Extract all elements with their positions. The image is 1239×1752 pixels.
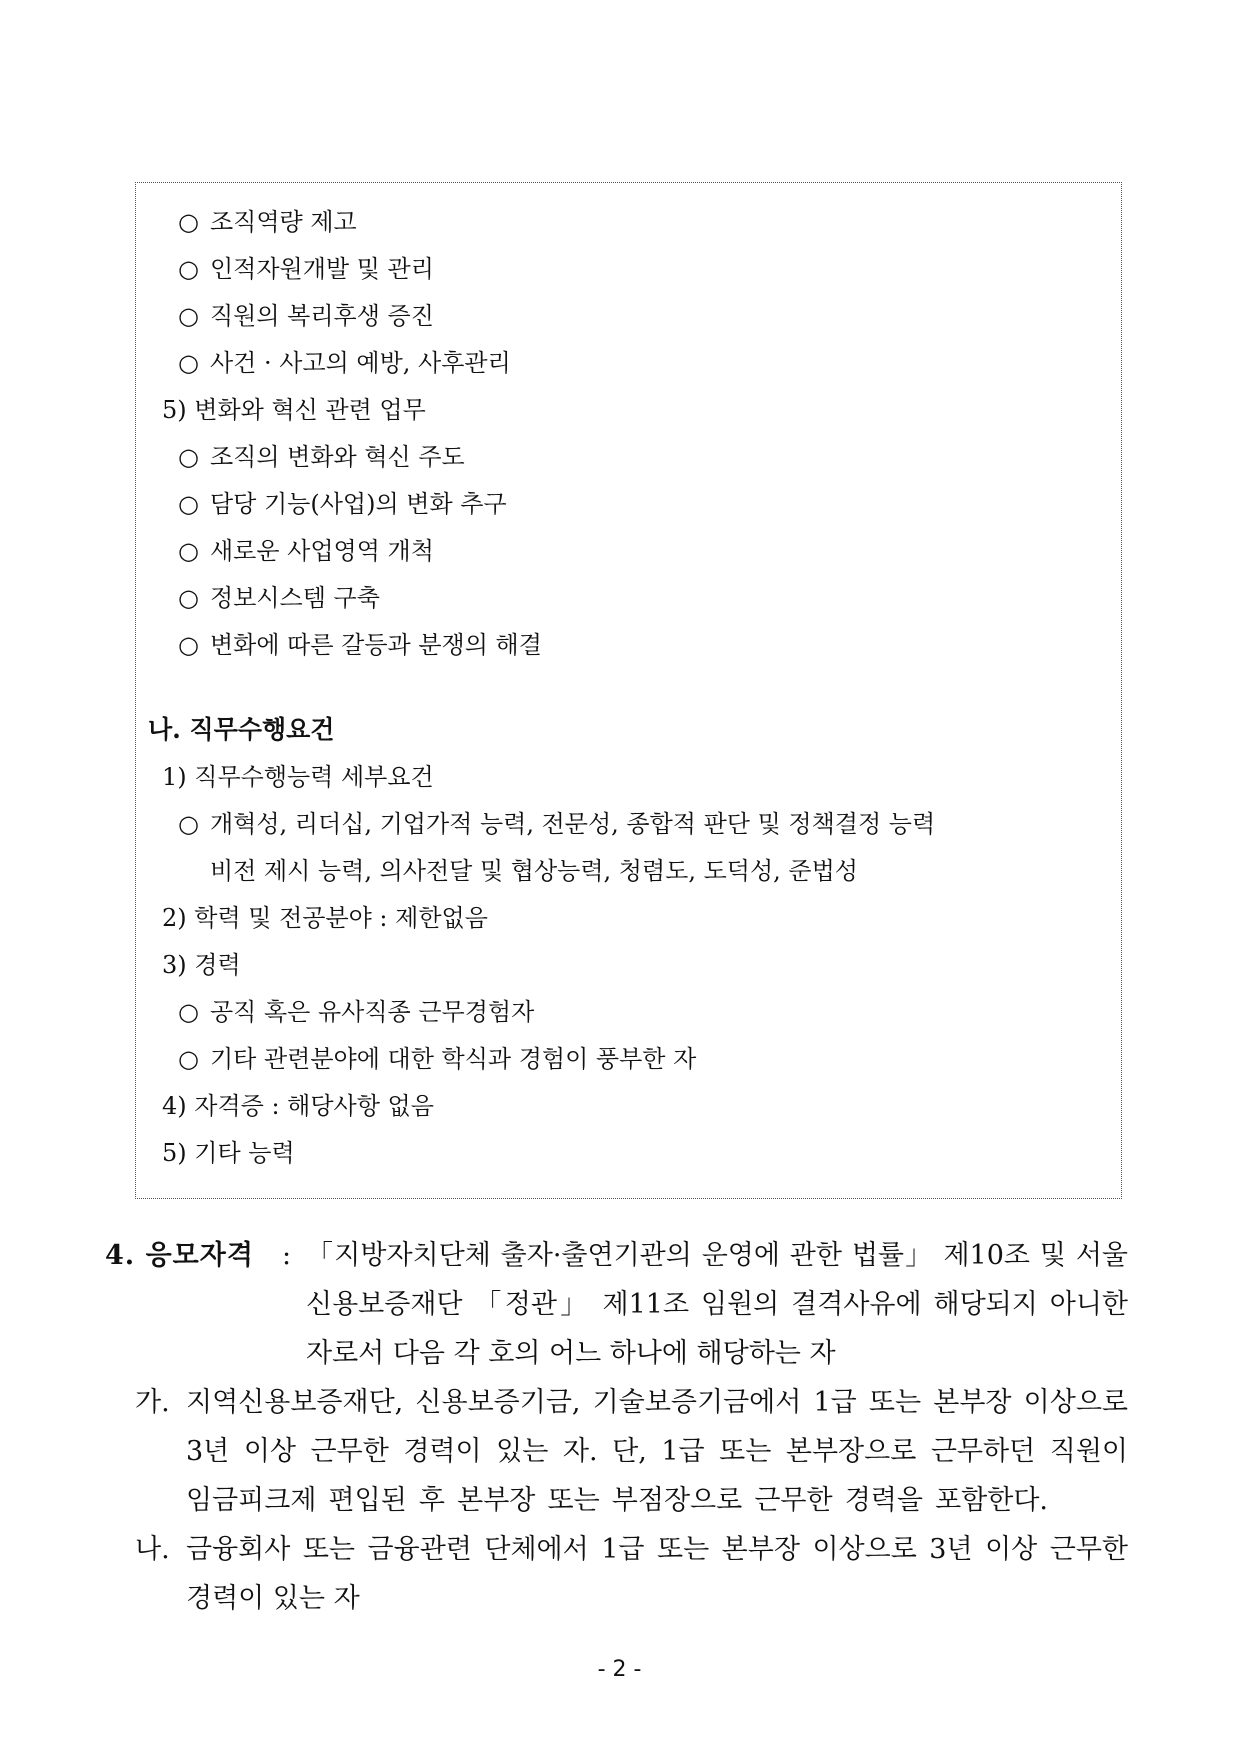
- item-na-line2: 경력이 있는 자: [186, 1583, 360, 1614]
- section4-line1: 「지방자치단체 출자·출연기관의 운영에 관한 법률」 제10조 및 서울: [306, 1240, 1128, 1271]
- list-item: ○ 조직역량 제고: [178, 208, 357, 236]
- item-ga-line1: 지역신용보증재단, 신용보증기금, 기술보증기금에서 1급 또는 본부장 이상으로: [186, 1387, 1128, 1418]
- list-item: ○ 정보시스템 구축: [178, 584, 380, 612]
- circle-bullet-icon: ○: [178, 1045, 199, 1073]
- section4-line3: 자로서 다음 각 호의 어느 하나에 해당하는 자: [306, 1338, 836, 1369]
- circle-bullet-icon: ○: [178, 490, 199, 518]
- circle-bullet-icon: ○: [178, 443, 199, 471]
- list-item: ○ 변화에 따른 갈등과 분쟁의 해결: [178, 631, 542, 659]
- section4-label: 4. 응모자격: [105, 1240, 254, 1271]
- list-item: ○ 인적자원개발 및 관리: [178, 255, 434, 283]
- list-item: ○ 담당 기능(사업)의 변화 추구: [178, 490, 507, 518]
- item-na-line1: 금융회사 또는 금융관련 단체에서 1급 또는 본부장 이상으로 3년 이상 근무한: [186, 1534, 1128, 1565]
- page-number: - 2 -: [597, 1657, 642, 1682]
- subheading-5: 5) 변화와 혁신 관련 업무: [162, 396, 426, 424]
- list-item: ○ 직원의 복리후생 증진: [178, 302, 434, 330]
- section-heading-na: 나. 직무수행요건: [148, 715, 335, 744]
- circle-bullet-icon: ○: [178, 302, 199, 330]
- subheading-4: 4) 자격증 : 해당사항 없음: [162, 1092, 434, 1120]
- circle-bullet-icon: ○: [178, 255, 199, 283]
- section4-colon: :: [282, 1240, 292, 1271]
- subheading-2: 2) 학력 및 전공분야 : 제한없음: [162, 904, 488, 932]
- list-item: ○ 공직 혹은 유사직종 근무경험자: [178, 998, 535, 1026]
- circle-bullet-icon: ○: [178, 998, 199, 1026]
- subheading-1: 1) 직무수행능력 세부요건: [162, 763, 434, 791]
- item-ga-line2: 3년 이상 근무한 경력이 있는 자. 단, 1급 또는 본부장으로 근무하던 직원이: [186, 1436, 1128, 1467]
- item-na-marker: 나.: [135, 1534, 170, 1565]
- subheading-3: 3) 경력: [162, 951, 241, 979]
- list-item: ○ 기타 관련분야에 대한 학식과 경험이 풍부한 자: [178, 1045, 697, 1073]
- subheading-5b: 5) 기타 능력: [162, 1139, 295, 1167]
- list-item-continuation: 비전 제시 능력, 의사전달 및 협상능력, 청렴도, 도덕성, 준법성: [210, 857, 858, 885]
- list-item: ○ 새로운 사업영역 개척: [178, 537, 434, 565]
- circle-bullet-icon: ○: [178, 537, 199, 565]
- circle-bullet-icon: ○: [178, 810, 199, 838]
- item-ga-marker: 가.: [135, 1387, 170, 1418]
- list-item: ○ 개혁성, 리더십, 기업가적 능력, 전문성, 종합적 판단 및 정책결정 능력: [178, 810, 936, 838]
- list-item: ○ 사건 · 사고의 예방, 사후관리: [178, 349, 511, 377]
- section4-line2: 신용보증재단 「정관」 제11조 임원의 결격사유에 해당되지 아니한: [306, 1289, 1128, 1320]
- circle-bullet-icon: ○: [178, 584, 199, 612]
- section4-heading: [105, 1240, 254, 1272]
- circle-bullet-icon: ○: [178, 349, 199, 377]
- list-item: ○ 조직의 변화와 혁신 주도: [178, 443, 465, 471]
- circle-bullet-icon: ○: [178, 208, 199, 236]
- circle-bullet-icon: ○: [178, 631, 199, 659]
- item-ga-line3: 임금피크제 편입된 후 본부장 또는 부점장으로 근무한 경력을 포함한다.: [186, 1485, 1048, 1516]
